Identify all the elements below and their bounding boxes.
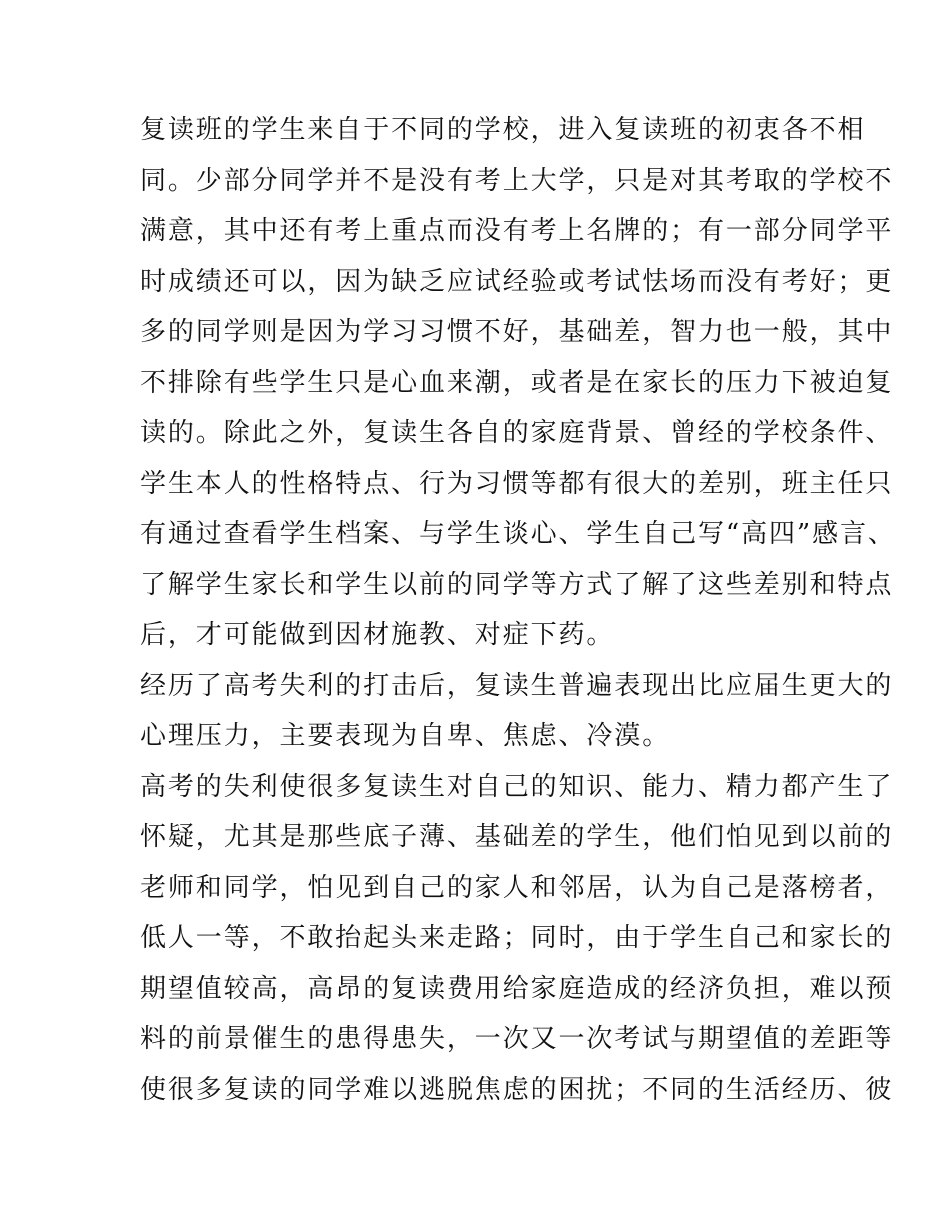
text-line: 复读班的学生来自于不同的学校，进入复读班的初衷各不相	[140, 115, 866, 145]
text-line: 满意，其中还有考上重点而没有考上名牌的；有一部分同学平	[140, 216, 894, 246]
text-line: 时成绩还可以，因为缺乏应试经验或考试怯场而没有考好；更	[140, 266, 894, 297]
text-line: 高考的失利使很多复读生对自己的知识、能力、精力都产生了	[140, 771, 894, 802]
text-line: 读的。除此之外，复读生各自的家庭背景、曾经的学校条件、	[140, 418, 894, 448]
text-line: 经历了高考失利的打击后，复读生普遍表现出比应届生更大的	[140, 670, 894, 701]
text-line: 后，才可能做到因材施教、对症下药。	[140, 620, 615, 650]
document-body	[140, 105, 896, 1115]
text-line: 老师和同学，怕见到自己的家人和邻居，认为自己是落榜者，	[140, 872, 894, 903]
text-line: 怀疑，尤其是那些底子薄、基础差的学生，他们怕见到以前的	[140, 822, 894, 852]
text-line: 了解学生家长和学生以前的同学等方式了解了这些差别和特点	[140, 569, 894, 600]
text-line: 低人一等，不敢抬起头来走路；同时，由于学生自己和家长的	[140, 923, 894, 953]
text-line: 心理压力，主要表现为自卑、焦虑、冷漠。	[140, 721, 671, 751]
text-line: 同。少部分同学并不是没有考上大学，只是对其考取的学校不	[140, 165, 894, 196]
text-line: 料的前景催生的患得患失，一次又一次考试与期望值的差距等	[140, 1024, 894, 1054]
text-line: 期望值较高，高昂的复读费用给家庭造成的经济负担，难以预	[140, 973, 894, 1004]
text-line: 使很多复读的同学难以逃脱焦虑的困扰；不同的生活经历、彼	[140, 1074, 894, 1105]
text-line: 学生本人的性格特点、行为习惯等都有很大的差别，班主任只	[140, 468, 894, 499]
text-line: 有通过查看学生档案、与学生谈心、学生自己写“高四”感言、	[140, 519, 896, 549]
text-line: 不排除有些学生只是心血来潮，或者是在家长的压力下被迫复	[140, 367, 894, 398]
text-line: 多的同学则是因为学习习惯不好，基础差，智力也一般，其中	[140, 317, 894, 347]
